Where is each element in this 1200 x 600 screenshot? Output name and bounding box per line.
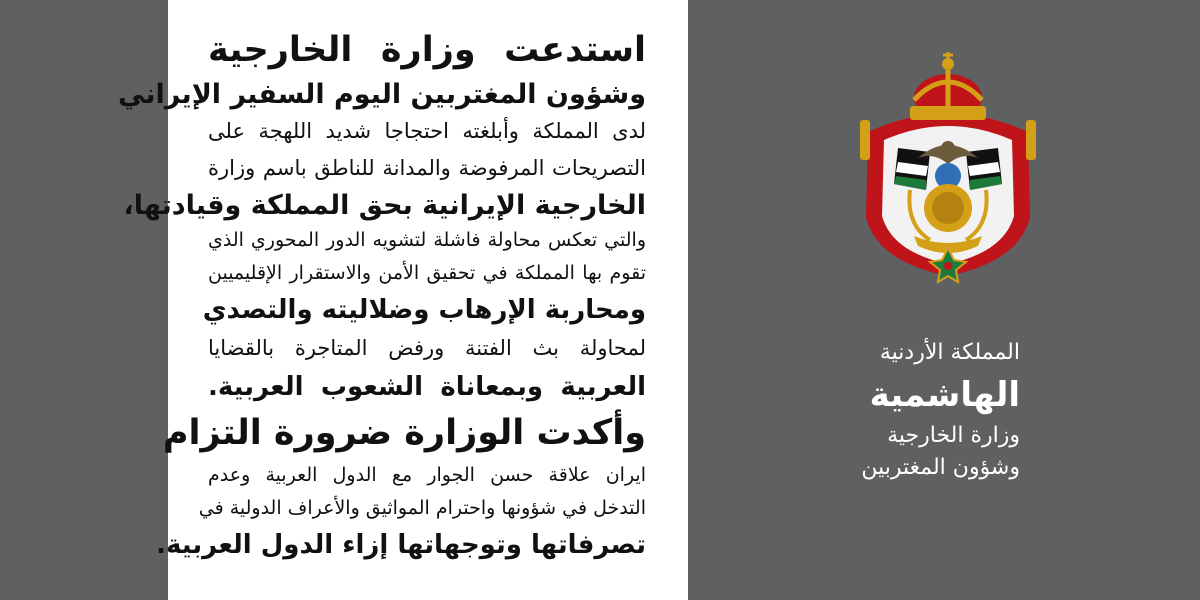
statement-line-9: لمحاولة بث الفتنة ورفض المتاجرة بالقضايا [208,336,646,360]
statement-line-14: تصرفاتها وتوجهاتها إزاء الدول العربية. [156,530,646,560]
statement-line-6: والتي تعكس محاولة فاشلة لتشويه الدور المحوري الذي [208,229,646,251]
jordan-coat-of-arms-icon [848,40,1048,290]
statement-line-4: التصريحات المرفوضة والمدانة للناطق باسم وزارة [208,156,646,180]
kingdom-name-line2: الهاشمية [869,375,1020,415]
statement-line-2: وشؤون المغتربين اليوم السفير الإيراني [118,79,646,110]
statement-line-3: لدى المملكة وأبلغته احتجاجا شديد اللهجة على [208,119,646,143]
statement-line-7: تقوم بها المملكة في تحقيق الأمن والاستقرار الإقليميين [208,262,646,284]
ministry-name-line1: وزارة الخارجية [887,423,1020,448]
ministry-name-block [861,336,1020,484]
kingdom-name-line1: المملكة الأردنية [879,340,1020,365]
statement-line-13: التدخل في شؤونها واحترام المواثيق والأعراف الدولية في [198,497,646,519]
statement-panel [118,0,688,600]
statement-line-12: ايران علاقة حسن الجوار مع الدول العربية وعدم [208,464,646,486]
statement-line-5: الخارجية الإيرانية بحق المملكة وقيادتها، [123,190,646,221]
press-statement [118,24,688,565]
ministry-name-line2: وشؤون المغتربين [861,455,1020,480]
statement-line-8: ومحاربة الإرهاب وضلاليته والتصدي [202,295,646,325]
ministry-side-panel [688,0,1200,600]
statement-line-10: العربية وبمعاناة الشعوب العربية. [208,372,646,402]
statement-line-1: استدعت وزارة الخارجية [208,30,646,70]
statement-line-11: وأكدت الوزارة ضرورة التزام [162,413,646,453]
